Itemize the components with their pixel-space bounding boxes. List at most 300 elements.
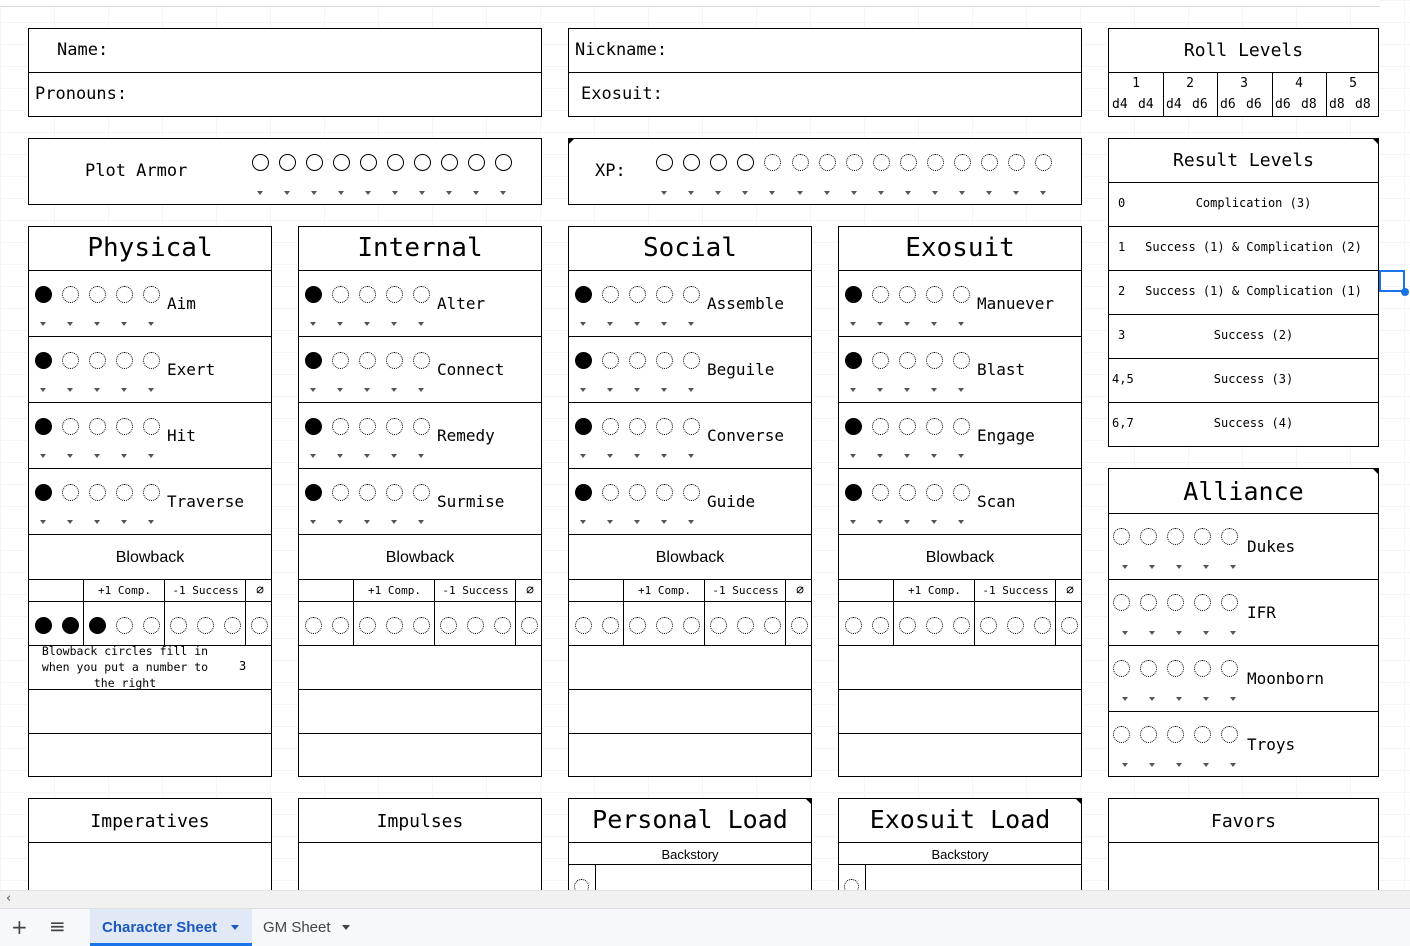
skill-rank-circle[interactable] (683, 352, 700, 369)
personal-load-box[interactable] (568, 798, 812, 898)
dropdown-caret-icon[interactable] (310, 388, 316, 392)
dropdown-caret-icon[interactable] (634, 388, 640, 392)
faction-circle[interactable] (1113, 528, 1130, 545)
dropdown-caret-icon[interactable] (932, 191, 938, 195)
attribute-exosuit-box[interactable] (838, 226, 1082, 777)
skill-rank-circle[interactable] (926, 286, 943, 303)
horizontal-scrollbar[interactable] (0, 890, 1410, 909)
xp-circle[interactable] (873, 154, 890, 171)
blowback-circle[interactable] (899, 617, 916, 634)
skill-rank-circle[interactable] (872, 286, 889, 303)
dropdown-caret-icon[interactable] (1040, 191, 1046, 195)
skill-rank-circle[interactable] (116, 484, 133, 501)
dropdown-caret-icon[interactable] (1203, 565, 1209, 569)
faction-circle[interactable] (1140, 528, 1157, 545)
dropdown-caret-icon[interactable] (337, 520, 343, 524)
faction-circle[interactable] (1113, 660, 1130, 677)
faction-circle[interactable] (1167, 660, 1184, 677)
scroll-left-icon[interactable]: ‹ (6, 891, 12, 906)
plot-armor-circle[interactable] (414, 154, 431, 171)
dropdown-caret-icon[interactable] (337, 454, 343, 458)
dropdown-caret-icon[interactable] (661, 322, 667, 326)
dropdown-caret-icon[interactable] (1013, 191, 1019, 195)
attribute-internal-box[interactable] (298, 226, 542, 777)
dropdown-caret-icon[interactable] (94, 388, 100, 392)
dropdown-caret-icon[interactable] (392, 191, 398, 195)
skill-rank-circle[interactable] (116, 352, 133, 369)
skill-rank-circle[interactable] (413, 484, 430, 501)
dropdown-caret-icon[interactable] (661, 191, 667, 195)
skill-rank-circle[interactable] (845, 418, 862, 435)
dropdown-caret-icon[interactable] (1122, 565, 1128, 569)
skill-rank-circle[interactable] (359, 484, 376, 501)
dropdown-caret-icon[interactable] (1176, 697, 1182, 701)
faction-circle[interactable] (1194, 528, 1211, 545)
dropdown-caret-icon[interactable] (877, 322, 883, 326)
dropdown-caret-icon[interactable] (40, 388, 46, 392)
blowback-circle[interactable] (62, 617, 79, 634)
skill-rank-circle[interactable] (305, 418, 322, 435)
blowback-circle[interactable] (737, 617, 754, 634)
skill-rank-circle[interactable] (575, 418, 592, 435)
xp-circle[interactable] (683, 154, 700, 171)
dropdown-caret-icon[interactable] (1176, 763, 1182, 767)
skill-rank-circle[interactable] (656, 484, 673, 501)
skill-rank-circle[interactable] (35, 286, 52, 303)
dropdown-caret-icon[interactable] (337, 388, 343, 392)
dropdown-caret-icon[interactable] (148, 520, 154, 524)
dropdown-caret-icon[interactable] (851, 191, 857, 195)
blowback-circle[interactable] (467, 617, 484, 634)
skill-rank-circle[interactable] (89, 418, 106, 435)
blowback-circle[interactable] (953, 617, 970, 634)
dropdown-caret-icon[interactable] (824, 191, 830, 195)
skill-rank-circle[interactable] (413, 418, 430, 435)
add-sheet-icon[interactable]: + (11, 915, 28, 939)
blowback-circle[interactable] (386, 617, 403, 634)
xp-box[interactable] (568, 138, 1082, 205)
attribute-social-box[interactable] (568, 226, 812, 777)
all-sheets-menu-icon[interactable]: ≡ (49, 914, 66, 938)
dropdown-caret-icon[interactable] (121, 322, 127, 326)
skill-rank-circle[interactable] (332, 352, 349, 369)
dropdown-caret-icon[interactable] (877, 388, 883, 392)
dropdown-caret-icon[interactable] (94, 520, 100, 524)
plot-armor-circle[interactable] (441, 154, 458, 171)
dropdown-caret-icon[interactable] (931, 520, 937, 524)
skill-rank-circle[interactable] (953, 484, 970, 501)
dropdown-caret-icon[interactable] (661, 388, 667, 392)
dropdown-caret-icon[interactable] (904, 454, 910, 458)
dropdown-caret-icon[interactable] (850, 454, 856, 458)
favors-box[interactable] (1108, 798, 1379, 898)
plot-armor-box[interactable] (28, 138, 542, 205)
xp-circle[interactable] (900, 154, 917, 171)
blowback-circle[interactable] (413, 617, 430, 634)
skill-rank-circle[interactable] (386, 484, 403, 501)
dropdown-caret-icon[interactable] (1230, 565, 1236, 569)
skill-rank-circle[interactable] (845, 484, 862, 501)
dropdown-caret-icon[interactable] (607, 520, 613, 524)
skill-rank-circle[interactable] (602, 418, 619, 435)
faction-circle[interactable] (1113, 726, 1130, 743)
dropdown-caret-icon[interactable] (688, 520, 694, 524)
faction-circle[interactable] (1221, 528, 1238, 545)
skill-rank-circle[interactable] (926, 418, 943, 435)
dropdown-caret-icon[interactable] (418, 388, 424, 392)
dropdown-caret-icon[interactable] (661, 454, 667, 458)
skill-rank-circle[interactable] (656, 352, 673, 369)
skill-rank-circle[interactable] (602, 484, 619, 501)
dropdown-caret-icon[interactable] (797, 191, 803, 195)
dropdown-caret-icon[interactable] (94, 322, 100, 326)
dropdown-caret-icon[interactable] (715, 191, 721, 195)
skill-rank-circle[interactable] (143, 418, 160, 435)
faction-circle[interactable] (1167, 528, 1184, 545)
plot-armor-circle[interactable] (279, 154, 296, 171)
blowback-circle[interactable] (656, 617, 673, 634)
skill-rank-circle[interactable] (143, 484, 160, 501)
skill-rank-circle[interactable] (926, 484, 943, 501)
skill-rank-circle[interactable] (62, 286, 79, 303)
skill-rank-circle[interactable] (62, 352, 79, 369)
dropdown-caret-icon[interactable] (1230, 631, 1236, 635)
dropdown-caret-icon[interactable] (958, 520, 964, 524)
dropdown-caret-icon[interactable] (67, 322, 73, 326)
identity-box[interactable] (28, 28, 542, 117)
dropdown-caret-icon[interactable] (850, 388, 856, 392)
dropdown-caret-icon[interactable] (121, 520, 127, 524)
dropdown-caret-icon[interactable] (364, 454, 370, 458)
dropdown-caret-icon[interactable] (580, 388, 586, 392)
skill-rank-circle[interactable] (845, 286, 862, 303)
skill-rank-circle[interactable] (332, 286, 349, 303)
skill-rank-circle[interactable] (305, 286, 322, 303)
dropdown-caret-icon[interactable] (1176, 565, 1182, 569)
dropdown-caret-icon[interactable] (67, 388, 73, 392)
skill-rank-circle[interactable] (89, 286, 106, 303)
dropdown-caret-icon[interactable] (986, 191, 992, 195)
tab-gm-sheet[interactable] (252, 909, 362, 946)
dropdown-caret-icon[interactable] (284, 191, 290, 195)
skill-rank-circle[interactable] (305, 352, 322, 369)
dropdown-caret-icon[interactable] (338, 191, 344, 195)
dropdown-caret-icon[interactable] (634, 520, 640, 524)
xp-circle[interactable] (710, 154, 727, 171)
blowback-circle[interactable] (683, 617, 700, 634)
skill-rank-circle[interactable] (575, 484, 592, 501)
dropdown-caret-icon[interactable] (688, 454, 694, 458)
blowback-circle[interactable] (116, 617, 133, 634)
dropdown-caret-icon[interactable] (661, 520, 667, 524)
xp-circle[interactable] (954, 154, 971, 171)
skill-rank-circle[interactable] (359, 352, 376, 369)
result-levels-box[interactable] (1108, 138, 1379, 447)
dropdown-caret-icon[interactable] (1149, 697, 1155, 701)
dropdown-caret-icon[interactable] (1203, 697, 1209, 701)
skill-rank-circle[interactable] (305, 484, 322, 501)
dropdown-caret-icon[interactable] (877, 454, 883, 458)
dropdown-caret-icon[interactable] (688, 191, 694, 195)
dropdown-caret-icon[interactable] (418, 520, 424, 524)
skill-rank-circle[interactable] (629, 352, 646, 369)
xp-circle[interactable] (981, 154, 998, 171)
dropdown-caret-icon[interactable] (607, 322, 613, 326)
faction-circle[interactable] (1167, 726, 1184, 743)
blowback-circle[interactable] (764, 617, 781, 634)
dropdown-caret-icon[interactable] (1149, 763, 1155, 767)
skill-rank-circle[interactable] (413, 352, 430, 369)
skill-rank-circle[interactable] (899, 418, 916, 435)
dropdown-caret-icon[interactable] (446, 191, 452, 195)
dropdown-caret-icon[interactable] (580, 322, 586, 326)
skill-rank-circle[interactable] (872, 418, 889, 435)
blowback-circle[interactable] (521, 617, 538, 634)
skill-rank-circle[interactable] (575, 286, 592, 303)
xp-circle[interactable] (737, 154, 754, 171)
xp-circle[interactable] (656, 154, 673, 171)
blowback-circle[interactable] (1007, 617, 1024, 634)
dropdown-caret-icon[interactable] (500, 191, 506, 195)
dropdown-caret-icon[interactable] (148, 388, 154, 392)
dropdown-caret-icon[interactable] (1176, 631, 1182, 635)
attribute-physical-box[interactable] (28, 226, 272, 777)
dropdown-caret-icon[interactable] (148, 322, 154, 326)
skill-rank-circle[interactable] (35, 352, 52, 369)
dropdown-caret-icon[interactable] (148, 454, 154, 458)
skill-rank-circle[interactable] (359, 418, 376, 435)
dropdown-caret-icon[interactable] (1149, 631, 1155, 635)
dropdown-caret-icon[interactable] (1230, 697, 1236, 701)
dropdown-caret-icon[interactable] (850, 520, 856, 524)
skill-rank-circle[interactable] (953, 352, 970, 369)
dropdown-caret-icon[interactable] (419, 191, 425, 195)
blowback-circle[interactable] (872, 617, 889, 634)
dropdown-caret-icon[interactable] (580, 454, 586, 458)
faction-circle[interactable] (1167, 594, 1184, 611)
faction-circle[interactable] (1140, 726, 1157, 743)
skill-rank-circle[interactable] (629, 286, 646, 303)
skill-rank-circle[interactable] (683, 286, 700, 303)
dropdown-caret-icon[interactable] (958, 322, 964, 326)
skill-rank-circle[interactable] (926, 352, 943, 369)
skill-rank-circle[interactable] (656, 418, 673, 435)
skill-rank-circle[interactable] (413, 286, 430, 303)
dropdown-caret-icon[interactable] (634, 322, 640, 326)
dropdown-caret-icon[interactable] (1203, 631, 1209, 635)
chevron-down-icon[interactable] (231, 925, 239, 930)
dropdown-caret-icon[interactable] (391, 322, 397, 326)
skill-rank-circle[interactable] (143, 286, 160, 303)
dropdown-caret-icon[interactable] (337, 322, 343, 326)
blowback-circle[interactable] (602, 617, 619, 634)
dropdown-caret-icon[interactable] (878, 191, 884, 195)
plot-armor-circle[interactable] (360, 154, 377, 171)
blowback-circle[interactable] (980, 617, 997, 634)
skill-rank-circle[interactable] (872, 484, 889, 501)
skill-rank-circle[interactable] (62, 484, 79, 501)
xp-circle[interactable] (846, 154, 863, 171)
xp-circle[interactable] (764, 154, 781, 171)
dropdown-caret-icon[interactable] (958, 454, 964, 458)
faction-circle[interactable] (1194, 660, 1211, 677)
faction-circle[interactable] (1221, 726, 1238, 743)
skill-rank-circle[interactable] (575, 352, 592, 369)
skill-rank-circle[interactable] (386, 352, 403, 369)
dropdown-caret-icon[interactable] (418, 454, 424, 458)
skill-rank-circle[interactable] (602, 352, 619, 369)
plot-armor-circle[interactable] (333, 154, 350, 171)
blowback-circle[interactable] (251, 617, 268, 634)
skill-rank-circle[interactable] (89, 352, 106, 369)
skill-rank-circle[interactable] (332, 484, 349, 501)
dropdown-caret-icon[interactable] (311, 191, 317, 195)
skill-rank-circle[interactable] (359, 286, 376, 303)
blowback-circle[interactable] (197, 617, 214, 634)
dropdown-caret-icon[interactable] (40, 322, 46, 326)
dropdown-caret-icon[interactable] (742, 191, 748, 195)
dropdown-caret-icon[interactable] (1122, 631, 1128, 635)
skill-rank-circle[interactable] (602, 286, 619, 303)
blowback-circle[interactable] (1034, 617, 1051, 634)
impulses-box[interactable] (298, 798, 542, 898)
skill-rank-circle[interactable] (629, 484, 646, 501)
skill-rank-circle[interactable] (899, 352, 916, 369)
chevron-down-icon[interactable] (342, 925, 350, 930)
skill-rank-circle[interactable] (845, 352, 862, 369)
blowback-circle[interactable] (359, 617, 376, 634)
xp-circle[interactable] (1008, 154, 1025, 171)
skill-rank-circle[interactable] (116, 418, 133, 435)
skill-rank-circle[interactable] (116, 286, 133, 303)
plot-armor-circle[interactable] (387, 154, 404, 171)
dropdown-caret-icon[interactable] (1122, 763, 1128, 767)
dropdown-caret-icon[interactable] (67, 454, 73, 458)
blowback-circle[interactable] (845, 617, 862, 634)
faction-circle[interactable] (1221, 594, 1238, 611)
dropdown-caret-icon[interactable] (877, 520, 883, 524)
dropdown-caret-icon[interactable] (1203, 763, 1209, 767)
faction-circle[interactable] (1194, 726, 1211, 743)
plot-armor-circle[interactable] (468, 154, 485, 171)
skill-rank-circle[interactable] (35, 484, 52, 501)
skill-rank-circle[interactable] (332, 418, 349, 435)
dropdown-caret-icon[interactable] (310, 322, 316, 326)
blowback-circle[interactable] (494, 617, 511, 634)
dropdown-caret-icon[interactable] (310, 520, 316, 524)
dropdown-caret-icon[interactable] (67, 520, 73, 524)
dropdown-caret-icon[interactable] (1149, 565, 1155, 569)
dropdown-caret-icon[interactable] (418, 322, 424, 326)
xp-circle[interactable] (819, 154, 836, 171)
dropdown-caret-icon[interactable] (905, 191, 911, 195)
roll-levels-box[interactable] (1108, 28, 1379, 117)
selection-handle[interactable] (1401, 288, 1409, 296)
blowback-circle[interactable] (224, 617, 241, 634)
dropdown-caret-icon[interactable] (40, 454, 46, 458)
plot-armor-circle[interactable] (495, 154, 512, 171)
dropdown-caret-icon[interactable] (40, 520, 46, 524)
skill-rank-circle[interactable] (35, 418, 52, 435)
dropdown-caret-icon[interactable] (931, 322, 937, 326)
dropdown-caret-icon[interactable] (959, 191, 965, 195)
nickname-box[interactable] (568, 28, 1082, 117)
dropdown-caret-icon[interactable] (769, 191, 775, 195)
dropdown-caret-icon[interactable] (580, 520, 586, 524)
blowback-circle[interactable] (1061, 617, 1078, 634)
dropdown-caret-icon[interactable] (688, 322, 694, 326)
dropdown-caret-icon[interactable] (904, 520, 910, 524)
skill-rank-circle[interactable] (683, 484, 700, 501)
blowback-circle[interactable] (143, 617, 160, 634)
dropdown-caret-icon[interactable] (391, 520, 397, 524)
blowback-circle[interactable] (89, 617, 106, 634)
faction-circle[interactable] (1140, 594, 1157, 611)
dropdown-caret-icon[interactable] (121, 388, 127, 392)
xp-circle[interactable] (927, 154, 944, 171)
dropdown-caret-icon[interactable] (310, 454, 316, 458)
dropdown-caret-icon[interactable] (688, 388, 694, 392)
dropdown-caret-icon[interactable] (904, 322, 910, 326)
skill-rank-circle[interactable] (386, 418, 403, 435)
dropdown-caret-icon[interactable] (473, 191, 479, 195)
dropdown-caret-icon[interactable] (391, 454, 397, 458)
dropdown-caret-icon[interactable] (365, 191, 371, 195)
skill-rank-circle[interactable] (872, 352, 889, 369)
dropdown-caret-icon[interactable] (1122, 697, 1128, 701)
dropdown-caret-icon[interactable] (121, 454, 127, 458)
dropdown-caret-icon[interactable] (391, 388, 397, 392)
dropdown-caret-icon[interactable] (364, 322, 370, 326)
dropdown-caret-icon[interactable] (364, 520, 370, 524)
dropdown-caret-icon[interactable] (1230, 763, 1236, 767)
skill-rank-circle[interactable] (629, 418, 646, 435)
alliance-box[interactable] (1108, 468, 1379, 777)
skill-rank-circle[interactable] (656, 286, 673, 303)
skill-rank-circle[interactable] (62, 418, 79, 435)
faction-circle[interactable] (1140, 660, 1157, 677)
dropdown-caret-icon[interactable] (607, 388, 613, 392)
dropdown-caret-icon[interactable] (904, 388, 910, 392)
blowback-circle[interactable] (710, 617, 727, 634)
blowback-circle[interactable] (440, 617, 457, 634)
blowback-circle[interactable] (791, 617, 808, 634)
tab-character-sheet[interactable] (90, 909, 252, 946)
skill-rank-circle[interactable] (89, 484, 106, 501)
dropdown-caret-icon[interactable] (364, 388, 370, 392)
blowback-circle[interactable] (305, 617, 322, 634)
blowback-circle[interactable] (170, 617, 187, 634)
skill-rank-circle[interactable] (683, 418, 700, 435)
dropdown-caret-icon[interactable] (634, 454, 640, 458)
blowback-circle[interactable] (575, 617, 592, 634)
skill-rank-circle[interactable] (386, 286, 403, 303)
blowback-circle[interactable] (35, 617, 52, 634)
exosuit-load-box[interactable] (838, 798, 1082, 898)
faction-circle[interactable] (1194, 594, 1211, 611)
xp-circle[interactable] (1035, 154, 1052, 171)
skill-rank-circle[interactable] (953, 286, 970, 303)
dropdown-caret-icon[interactable] (607, 454, 613, 458)
plot-armor-circle[interactable] (252, 154, 269, 171)
dropdown-caret-icon[interactable] (958, 388, 964, 392)
faction-circle[interactable] (1113, 594, 1130, 611)
blowback-circle[interactable] (926, 617, 943, 634)
plot-armor-circle[interactable] (306, 154, 323, 171)
dropdown-caret-icon[interactable] (931, 454, 937, 458)
skill-rank-circle[interactable] (899, 484, 916, 501)
dropdown-caret-icon[interactable] (257, 191, 263, 195)
